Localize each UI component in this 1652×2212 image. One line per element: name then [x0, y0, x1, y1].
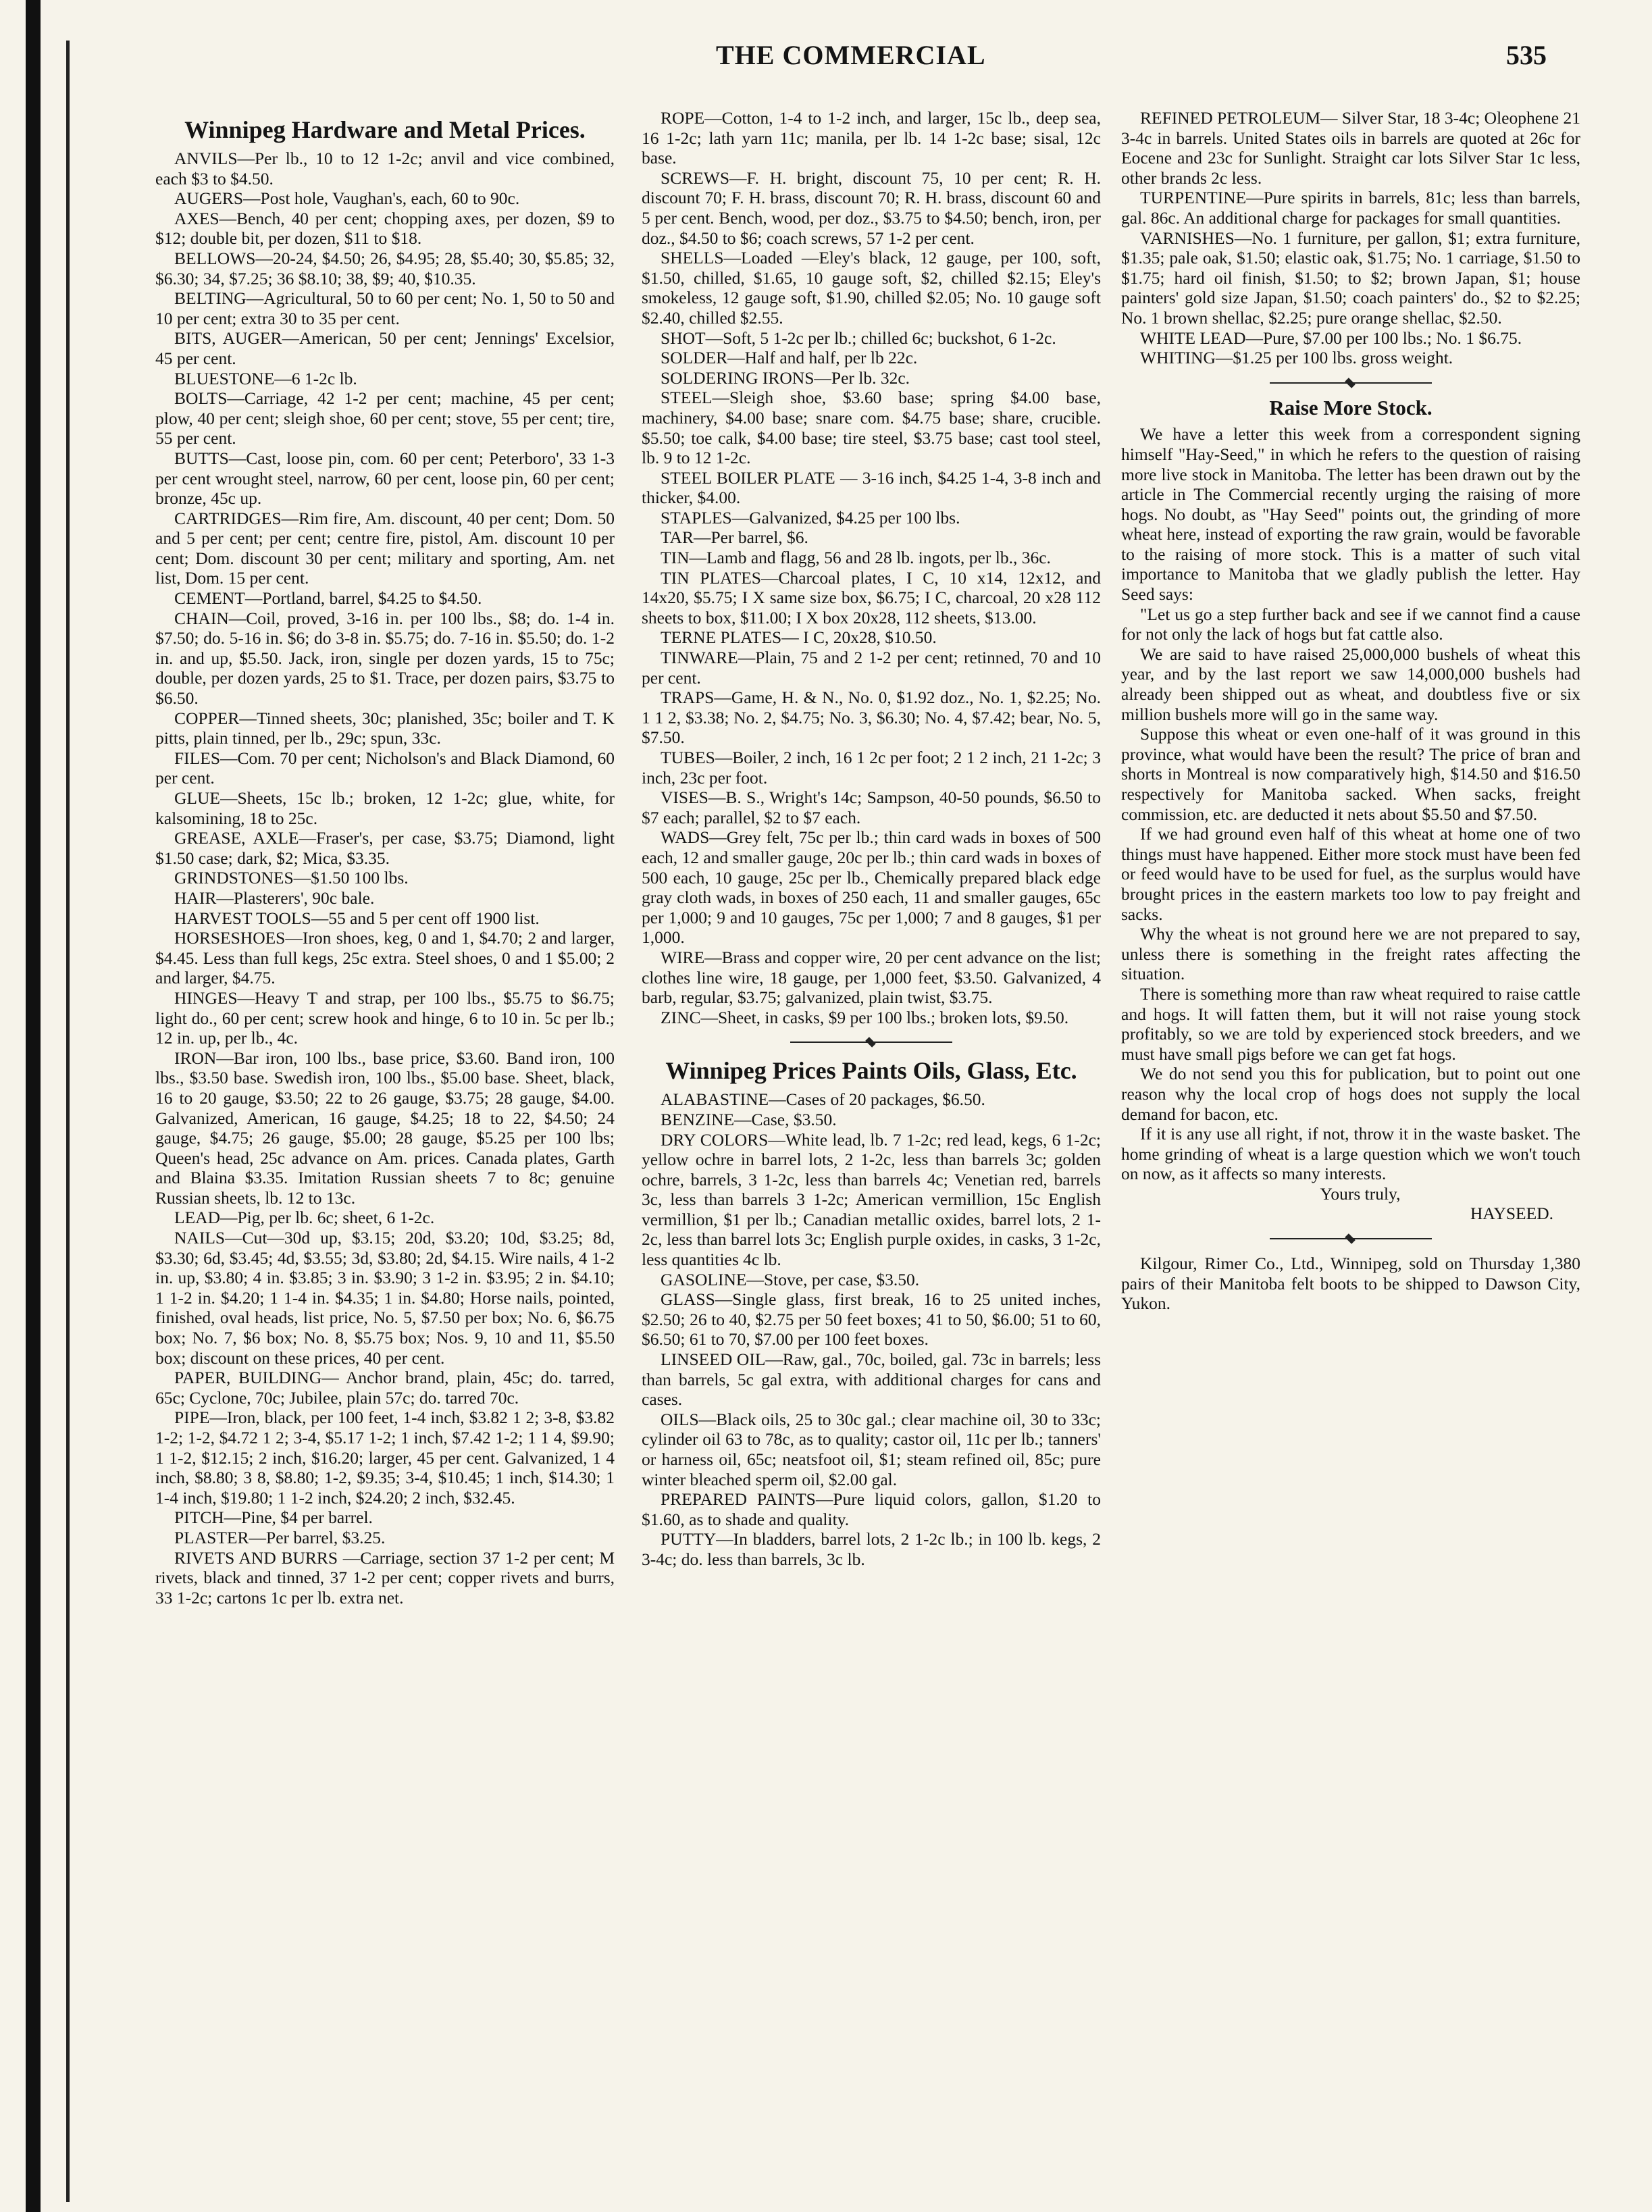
price-entry: PREPARED PAINTS—Pure liquid colors, gallon, $1.20 to $1.60, as to shade and quality. — [642, 1489, 1101, 1529]
price-entry: HINGES—Heavy T and strap, per 100 lbs., $5.75 to $6.75; light do., 60 per cent; screw hook and hinge, 6 to 10 in. 5c per lb.; 12 in. up, per lb., 4c. — [155, 987, 615, 1048]
price-entry: RIVETS AND BURRS —Carriage, section 37 1-2 per cent; M rivets, black and tinned, 37 1-2 per cent; copper rivets and burrs, 33 1-2c; cartons 1c per lb. extra net. — [155, 1547, 615, 1607]
price-entry: BENZINE—Case, $3.50. — [661, 1109, 837, 1129]
article-paragraph: Suppose this wheat or even one-half of it was ground in this province, what would have been the result? The price of bran and shorts in Montreal is now comparatively high, $14.50 and $16.50 respectively for Manitoba sacked. When sacks, freight commission, etc. are deducted it nets about $5.50 and $7.50. — [1121, 724, 1580, 824]
section-divider — [1270, 380, 1432, 386]
price-entry: GLASS—Single glass, first break, 16 to 25 united inches, $2.50; 26 to 40, $2.75 per 50 feet boxes; 41 to 50, $6.00; 51 to 60, $6.50; 61 to 70, $7.00 per 100 feet boxes. — [642, 1289, 1101, 1349]
price-entry: HARVEST TOOLS—55 and 5 per cent off 1900 list. — [174, 908, 540, 928]
price-entry: PIPE—Iron, black, per 100 feet, 1-4 inch, $3.82 1 2; 3-8, $3.82 1-2; 1-2, $4.72 1 2; 3-4, $5.17 1-2; 1 inch, $7.42 1-2; 1 1 4, $9.90; 1 1-2, $12.15; 2 inch, $16.20; larger, 45 per cent. Galvanized, 1 4 inch, $8.80; 3 8, $8.80; 1-2, $9.35; 3-4, $10.45; 1 inch, $14.30; 1 1-4 inch, $19.80; 1 1-2 inch, $24.20; 2 inch, $32.45. — [155, 1408, 615, 1508]
price-entry: FILES—Com. 70 per cent; Nicholson's and Black Diamond, 60 per cent. — [155, 748, 615, 788]
price-entry: SCREWS—F. H. bright, discount 75, 10 per cent; R. H. discount 70; F. H. brass, discount 70; R. H. brass, discount 60 and 5 per cent. Bench, wood, per doz., $3.75 to $4.50; bench, iron, per doz., $4.50 to $6; coach screws, 57 1-2 per cent. — [642, 168, 1101, 248]
stock-article-body — [1121, 424, 1580, 1224]
price-entry: PAPER, BUILDING— Anchor brand, plain, 45c; do. tarred, 65c; Cyclone, 70c; Jubilee, plain 57c; do. tarred 70c. — [155, 1368, 615, 1408]
price-entry: SHOT—Soft, 5 1-2c per lb.; chilled 6c; buckshot, 6 1-2c. — [661, 328, 1056, 348]
paints-price-list — [642, 1089, 1101, 1569]
price-entry: TINWARE—Plain, 75 and 2 1-2 per cent; retinned, 70 and 10 per cent. — [642, 648, 1101, 688]
article-paragraph: We do not send you this for publication, but to point out one reason why the local crop of hogs does not supply the local demand for bacon, etc. — [1121, 1064, 1580, 1124]
page-binding-edge — [26, 0, 41, 2212]
price-entry: HAIR—Plasterers', 90c bale. — [174, 888, 375, 908]
price-entry: CHAIN—Coil, proved, 3-16 in. per 100 lbs., $8; do. 1-4 in. $7.50; do. 5-16 in. $6; do 3-8 in. $5.75; do. 7-16 in. $5.50; do. 1-2 in. and up, $5.50. Jack, iron, single per dozen yards, 15 to 75c; double, per dozen yards, 25 to $1. Trace, per dozen pairs, $3.75 to $6.50. — [155, 608, 615, 709]
price-entry: ROPE—Cotton, 1-4 to 1-2 inch, and larger, 15c lb., deep sea, 16 1-2c; lath yarn 11c; manila, per lb. 14 1-2c base; sisal, 12c base. — [642, 108, 1101, 168]
price-entry: WIRE—Brass and copper wire, 20 per cent advance on the list; clothes line wire, 18 gauge, per 1,000 feet, $3.50. Galvanized, 4 barb, regular, $3.75; galvanized, plain twist, $3.75. — [642, 947, 1101, 1008]
price-entry: ZINC—Sheet, in casks, $9 per 100 lbs.; broken lots, $9.50. — [661, 1007, 1069, 1027]
price-entry: LINSEED OIL—Raw, gal., 70c, boiled, gal. 73c in barrels; less than barrels, 5c gal extra, with additional charges for cans and cases. — [642, 1349, 1101, 1410]
price-entry: SOLDER—Half and half, per lb 22c. — [661, 348, 918, 368]
price-entry: TRAPS—Game, H. & N., No. 0, $1.92 doz., No. 1, $2.25; No. 1 1 2, $3.38; No. 2, $4.75; No. 3, $6.30; No. 4, $7.42; bear, No. 5, $7.50. — [642, 688, 1101, 748]
price-entry: HORSESHOES—Iron shoes, keg, 0 and 1, $4.70; 2 and larger, $4.45. Less than full kegs, 25c extra. Steel shoes, 0 and 1 $5.00; 2 and larger, $4.75. — [155, 928, 615, 988]
stock-article-heading: Raise More Stock. — [1269, 395, 1432, 419]
hardware-price-list-continued — [642, 108, 1101, 1027]
price-entry: AXES—Bench, 40 per cent; chopping axes, per dozen, $9 to $12; double bit, per dozen, $11 to $18. — [155, 208, 615, 249]
price-entry: BELTING—Agricultural, 50 to 60 per cent; No. 1, 50 to 50 and 10 per cent; extra 30 to 35 per cent. — [155, 288, 615, 328]
price-entry: GREASE, AXLE—Fraser's, per case, $3.75; Diamond, light $1.50 case; dark, $2; Mica, $3.35. — [155, 828, 615, 868]
price-entry: TERNE PLATES— I C, 20x28, $10.50. — [661, 627, 937, 648]
hardware-heading: Winnipeg Hardware and Metal Prices. — [184, 116, 586, 143]
article-paragraph: There is something more than raw wheat required to raise cattle and hogs. It will fatten them, but it will not raise young stock profitably, so we are told by experienced stock breeders, and we must have small pigs before we can get fat hogs. — [1121, 983, 1580, 1064]
letter-closing: Yours truly, — [1320, 1183, 1401, 1204]
price-entry: COPPER—Tinned sheets, 30c; planished, 35c; boiler and T. K pitts, plain tinned, per lb., 29c; spun, 33c. — [155, 708, 615, 748]
article-paragraph: "Let us go a step further back and see if we cannot find a cause for not only the lack of hogs but fat cattle also. — [1121, 604, 1580, 644]
price-entry: GASOLINE—Stove, per case, $3.50. — [661, 1269, 920, 1289]
price-entry: STEEL BOILER PLATE — 3-16 inch, $4.25 1-4, 3-8 inch and thicker, $4.00. — [642, 467, 1101, 508]
price-entry: BOLTS—Carriage, 42 1-2 per cent; machine, 45 per cent; plow, 40 per cent; sleigh shoe, 60 per cent; stove, 55 per cent; tire, 55 per cent. — [155, 388, 615, 448]
price-entry: PITCH—Pine, $4 per barrel. — [174, 1508, 373, 1528]
price-entry: CEMENT—Portland, barrel, $4.25 to $4.50. — [174, 588, 482, 609]
price-entry: REFINED PETROLEUM— Silver Star, 18 3-4c; Oleophene 21 3-4c in barrels. United States oils in barrels are quoted at 26c for Eocene and 23c for Sunlight. Straight car lots Silver Star 1c less, other brands 2c less. — [1121, 108, 1580, 188]
price-entry: ANVILS—Per lb., 10 to 12 1-2c; anvil and vice combined, each $3 to $4.50. — [155, 149, 615, 188]
price-entry: TURPENTINE—Pure spirits in barrels, 81c; less than barrels, gal. 86c. An additional charge for packages for small quantities. — [1121, 188, 1580, 228]
hardware-price-list — [155, 149, 615, 1607]
column-1 — [155, 108, 615, 1607]
price-entry: STEEL—Sleigh shoe, $3.60 base; spring $4.00 base, machinery, $4.00 base; snare com. $4.75 base; share, crucible. $5.50; toe calk, $4.00 base; tire steel, $3.75 base; cast tool steel, lb. 9 to 12 1-2c. — [642, 388, 1101, 468]
paints-heading: Winnipeg Prices Paints Oils, Glass, Etc. — [665, 1057, 1077, 1085]
journal-title: THE COMMERCIAL — [716, 40, 986, 70]
price-entry: SHELLS—Loaded —Eley's black, 12 gauge, per 100, soft, $1.50, chilled, $1.65, 10 gauge soft, $2, chilled $2.15; Eley's smokeless, 12 gauge soft, $1.90, chilled $2.05; No. 10 gauge soft $2.40, chilled $2.55. — [642, 248, 1101, 328]
article-paragraph: Why the wheat is not ground here we are not prepared to say, unless there is something in the freight rates affecting the situation. — [1121, 924, 1580, 984]
section-divider — [790, 1039, 952, 1045]
price-entry: GLUE—Sheets, 15c lb.; broken, 12 1-2c; glue, white, for kalsomining, 18 to 25c. — [155, 788, 615, 828]
price-entry: PUTTY—In bladders, barrel lots, 2 1-2c lb.; in 100 lb. kegs, 2 3-4c; do. less than barrels, 3c lb. — [642, 1529, 1101, 1569]
article-paragraph: If we had ground even half of this wheat at home one of two things must have happened. Either more stock must have been fed or feed would have to be used for fuel, as the surplus would have brought prices in the eastern markets too low to pay freight and sacks. — [1121, 824, 1580, 924]
price-entry: WADS—Grey felt, 75c per lb.; thin card wads in boxes of 500 each, 12 and smaller gauge, 20c per lb.; thin card wads in boxes of 500 each, 10 gauge, 25c per lb., Chemically prepared black edge gray cloth wads, in boxes of 250 each, 11 and smaller gauges, 65c per 1,000; 9 and 10 gauges, 75c per 1,000; 7 and 8 gauges, $1 per 1,000. — [642, 827, 1101, 948]
price-entry: OILS—Black oils, 25 to 30c gal.; clear machine oil, 30 to 33c; cylinder oil 63 to 78c, as to quality; castor oil, 11c per lb.; tanners' or harness oil, 65c; neatsfoot oil, $1; steam refined oil, 85c; pure winter bleached sperm oil, $2.00 gal. — [642, 1409, 1101, 1489]
price-entry: TAR—Per barrel, $6. — [661, 528, 808, 548]
price-entry: CARTRIDGES—Rim fire, Am. discount, 40 per cent; Dom. 50 and 5 per cent; per cent; centre fire, pistol, Am. discount 10 per cent; Dom. discount 30 per cent; military and sporting, Am. net list, Dom. 15 per cent. — [155, 508, 615, 588]
article-paragraph: We are said to have raised 25,000,000 bushels of wheat this year, and by the last report we saw 14,000,000 bushels had already been shipped out as wheat, and doubtless five or six million bushels more will go in the same way. — [1121, 644, 1580, 724]
column-2 — [642, 108, 1101, 1570]
price-entry: PLASTER—Per barrel, $3.25. — [174, 1527, 386, 1547]
price-entry: IRON—Bar iron, 100 lbs., base price, $3.60. Band iron, 100 lbs., $3.50 base. Swedish iron, 100 lbs., $5.00 base. Sheet, black, 16 to 20 gauge, $3.50; 22 to 26 gauge, $3.75; 28 gauge, $4.00. Galvanized, American, 16 gauge, $4.25; 18 to 22, $4.50; 24 gauge, $4.75; 26 gauge, $5.00; 28 gauge, $5.25 per 100 lbs; Queen's head, 25c advance on Am. prices. Canada plates, Garth and Blaina $3.35. Imitation Russian sheets 7 to 8c; genuine Russian sheets, lb. 12 to 13c. — [155, 1048, 615, 1208]
paints-price-list-continued — [1121, 108, 1580, 368]
price-entry: BUTTS—Cast, loose pin, com. 60 per cent; Peterboro', 33 1-3 per cent wrought steel, narrow, 60 per cent, loose pin, 60 per cent; bronze, 45c up. — [155, 448, 615, 509]
price-entry: LEAD—Pig, per lb. 6c; sheet, 6 1-2c. — [174, 1208, 435, 1228]
price-entry: TIN—Lamb and flagg, 56 and 28 lb. ingots, per lb., 36c. — [661, 548, 1051, 568]
kilgour-news-item: Kilgour, Rimer Co., Ltd., Winnipeg, sold on Thursday 1,380 pairs of their Manitoba felt boots to be shipped to Dawson City, Yukon. — [1121, 1254, 1580, 1314]
price-entry: BELLOWS—20-24, $4.50; 26, $4.95; 28, $5.40; 30, $5.85; 32, $6.30; 34, $7.25; 36 $8.10; 38, $9; 40, $10.35. — [155, 248, 615, 288]
price-entry: AUGERS—Post hole, Vaughan's, each, 60 to 90c. — [174, 188, 520, 209]
price-entry: TIN PLATES—Charcoal plates, I C, 10 x14, 12x12, and 14x20, $5.75; I X same size box, $6.75; I C, charcoal, 20 x28 112 sheets to box, $11.00; I X box 20x28, 112 sheets, $13.00. — [642, 567, 1101, 627]
price-entry: VISES—B. S., Wright's 14c; Sampson, 40-50 pounds, $6.50 to $7 each; parallel, $2 to $7 each. — [642, 788, 1101, 827]
section-divider — [1270, 1236, 1432, 1241]
price-entry: DRY COLORS—White lead, lb. 7 1-2c; red lead, kegs, 6 1-2c; yellow ochre in barrel lots, 2 1-2c, less than barrels 3c; golden ochre, barrels, 3 1-2c, less than barrels 4c; Venetian red, barrels 3c, less than barrels 3 1-2c; American vermillion, 15c English vermillion, $1 per lb.; Canadian metallic oxides, barrel lots, 2 1-2c, less than barrel lots 3c; English purple oxides, in casks, 3 1-2c, less quantities 4c lb. — [642, 1129, 1101, 1270]
price-entry: WHITE LEAD—Pure, $7.00 per 100 lbs.; No. 1 $6.75. — [1140, 328, 1522, 348]
column-rule — [66, 41, 70, 2202]
price-entry: STAPLES—Galvanized, $4.25 per 100 lbs. — [661, 507, 960, 528]
price-entry: TUBES—Boiler, 2 inch, 16 1 2c per foot; 2 1 2 inch, 21 1-2c; 3 inch, 23c per foot. — [642, 748, 1101, 788]
page-number: 535 — [1506, 40, 1547, 70]
price-entry: VARNISHES—No. 1 furniture, per gallon, $1; extra furniture, $1.35; pale oak, $1.50; elastic oak, $1.75; No. 1 carriage, $1.50 to $1.75; hard oil finish, $1.50; to $2; brown Japan, $1; house painters' gold size Japan, $1.50; coach painters' do., $2 to $2.25; No. 1 brown shellac, $2.25; pure orange shellac, $2.50. — [1121, 228, 1580, 328]
letter-signature: HAYSEED. — [1470, 1204, 1553, 1224]
price-entry: SOLDERING IRONS—Per lb. 32c. — [661, 367, 910, 388]
price-entry: GRINDSTONES—$1.50 100 lbs. — [174, 868, 409, 888]
price-entry: WHITING—$1.25 per 100 lbs. gross weight. — [1140, 348, 1453, 368]
page-header — [74, 39, 1587, 86]
price-entry: BITS, AUGER—American, 50 per cent; Jennings' Excelsior, 45 per cent. — [155, 328, 615, 368]
column-3 — [1121, 108, 1580, 1314]
price-entry: ALABASTINE—Cases of 20 packages, $6.50. — [661, 1089, 985, 1110]
price-entry: BLUESTONE—6 1-2c lb. — [174, 368, 357, 388]
price-entry: NAILS—Cut—30d up, $3.15; 20d, $3.20; 10d, $3.25; 8d, $3.30; 6d, $3.45; 4d, $3.55; 3d, $3.80; 2d, $4.15. Wire nails, 4 1-2 in. up, $3.80; 4 in. $3.85; 3 in. $3.90; 3 1-2 in. $3.95; 2 in. $4.10; 1 1-2 in. $4.20; 1 1-4 in. $4.35; 1 in. $4.80; Horse nails, pointed, finished, oval heads, list price, No. 5, $7.50 per box; No. 6, $6.75 box; No. 7, $6 box; No. 8, $5.75 box; Nos. 9, 10 and 11, $5.50 box; discount on these prices, 40 per cent. — [155, 1228, 615, 1368]
article-paragraph: If it is any use all right, if not, throw it in the waste basket. The home grinding of wheat is a large question which we won't touch on now, as it affects so many interests. — [1121, 1124, 1580, 1184]
article-paragraph: We have a letter this week from a correspondent signing himself "Hay-Seed," in which he refers to the question of raising more live stock in Manitoba. The letter has been drawn out by the article in The Commercial recently urging the raising of more hogs. No doubt, as "Hay Seed" points out, the grinding of more wheat here, instead of exporting the raw grain, would be favorable to the raising of more stock. This is a matter of such vital importance to Manitoba that we gladly publish the letter. Hay Seed says: — [1121, 424, 1580, 605]
